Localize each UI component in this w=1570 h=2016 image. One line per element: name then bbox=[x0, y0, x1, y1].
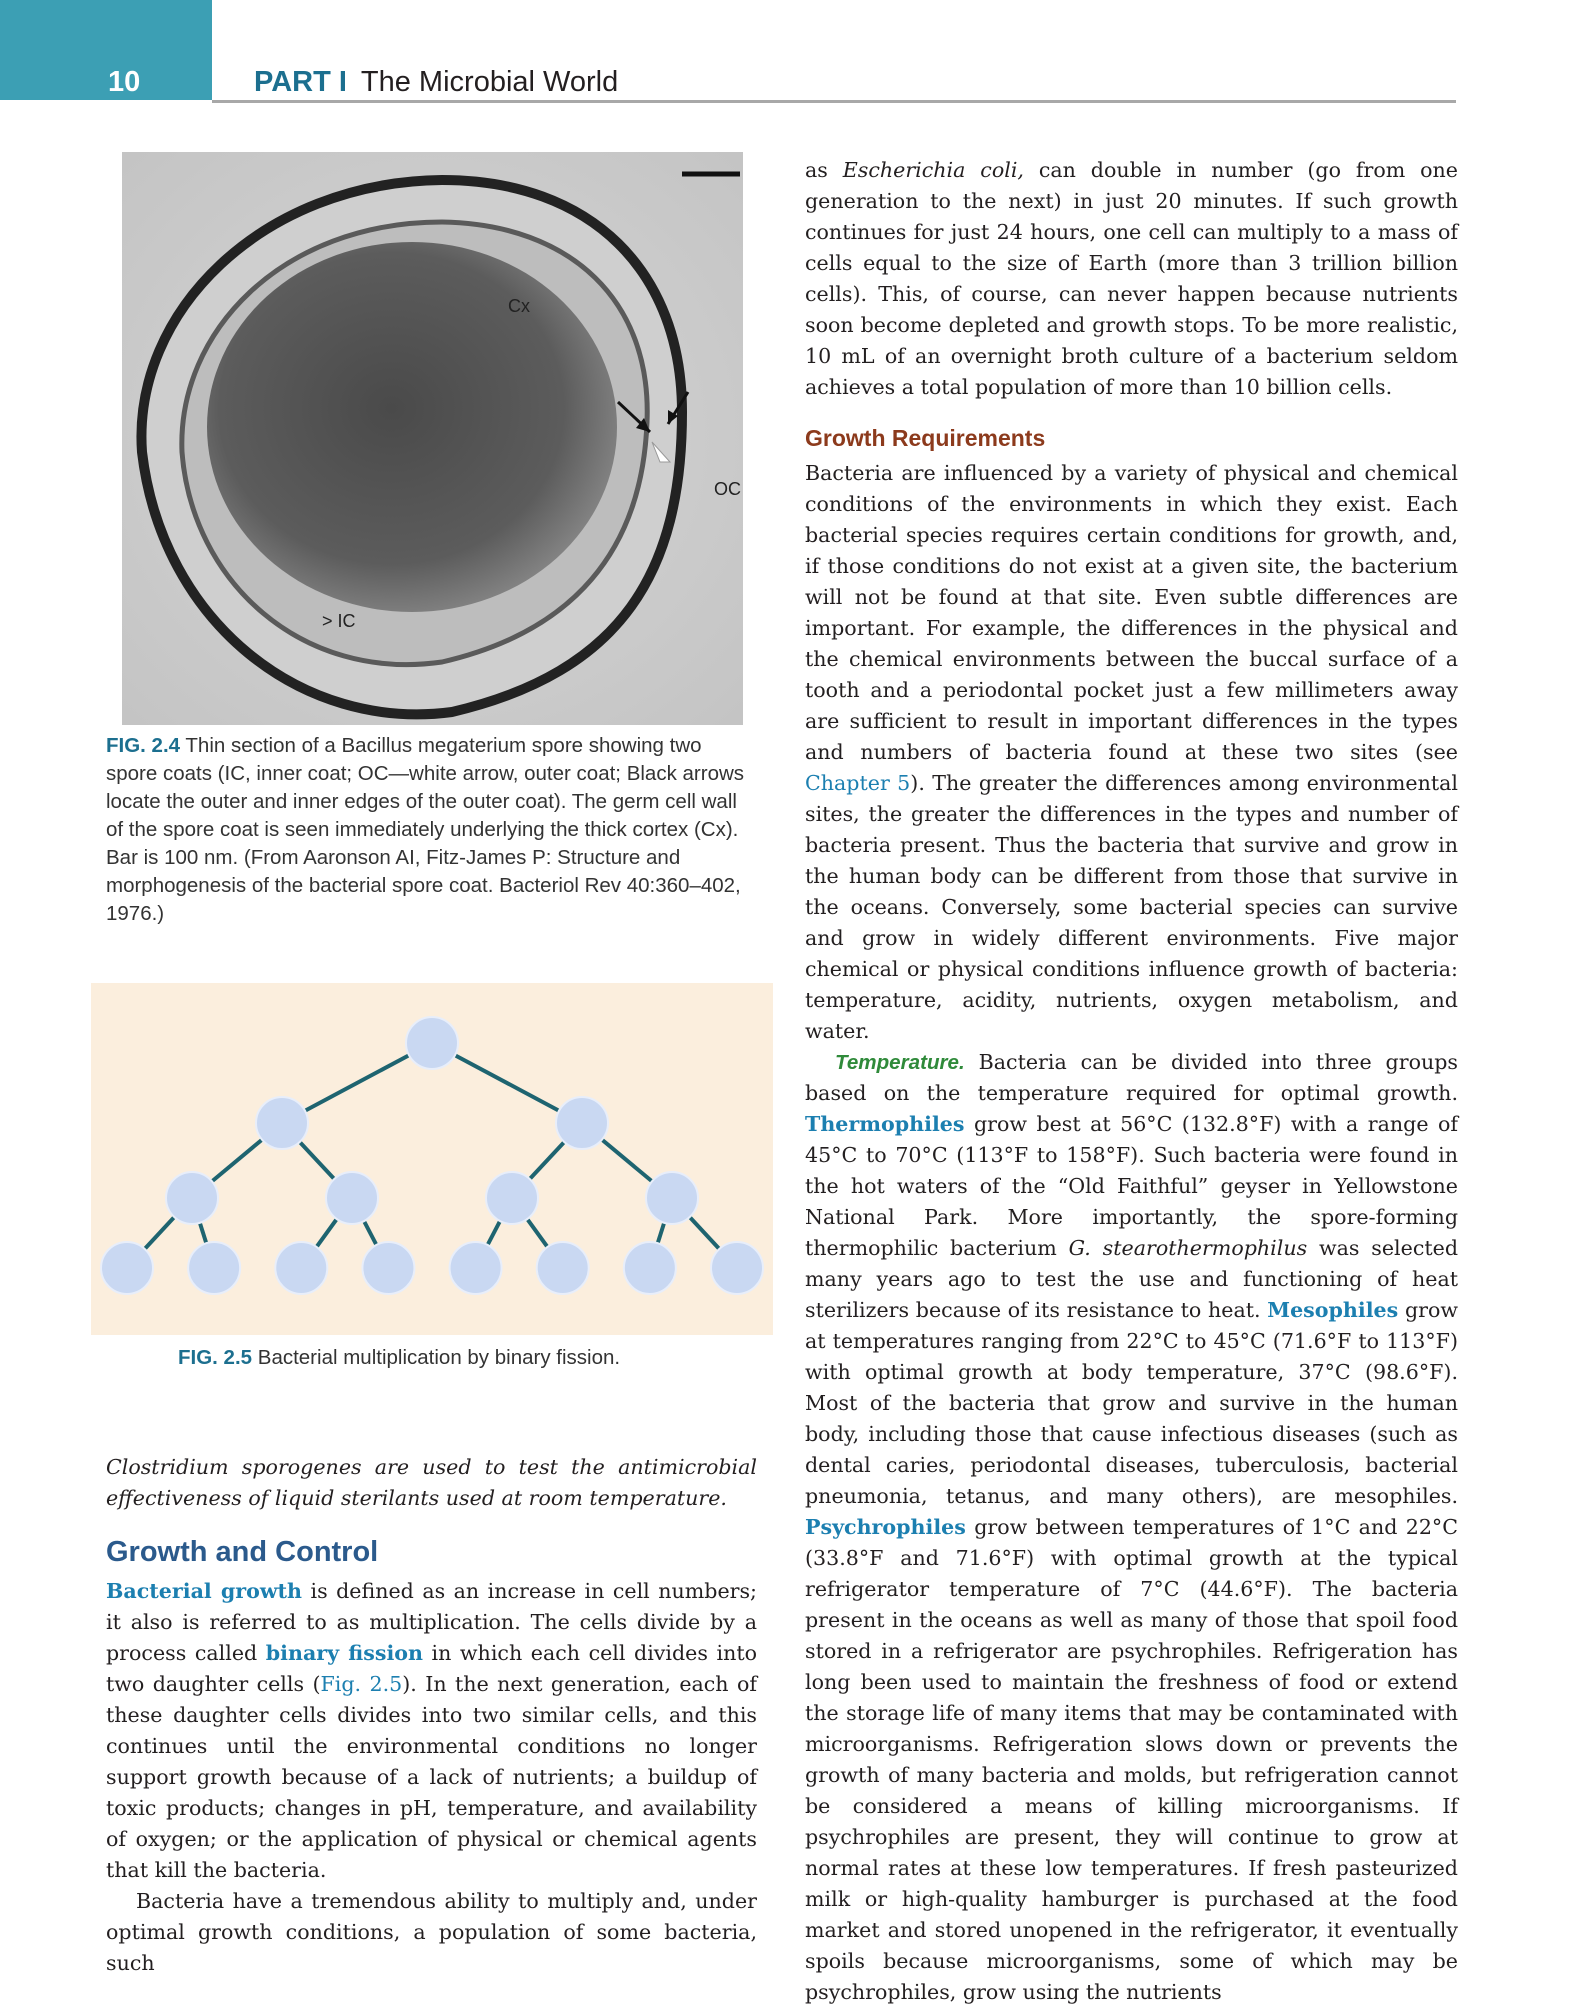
fission-link bbox=[143, 1215, 176, 1251]
bacterial-cell bbox=[326, 1172, 378, 1224]
fission-link bbox=[210, 1138, 264, 1183]
right-column-body bbox=[805, 423, 1458, 2008]
left-column-body bbox=[106, 1576, 757, 1979]
fission-link bbox=[688, 1215, 721, 1251]
bacterial-cell bbox=[646, 1172, 698, 1224]
left-column-top bbox=[106, 1452, 757, 1514]
bacterial-cell bbox=[362, 1242, 414, 1294]
fission-tree bbox=[91, 983, 773, 1335]
right-column-top bbox=[805, 155, 1458, 403]
fission-link bbox=[453, 1054, 562, 1112]
fission-link bbox=[315, 1217, 338, 1249]
fission-link bbox=[528, 1140, 566, 1181]
paragraph: Bacteria have a tremendous ability to multiply and, under optimal growth conditions, a population of some bacteria, such bbox=[106, 1889, 757, 1975]
fission-link bbox=[298, 1140, 336, 1181]
bacterial-cell bbox=[166, 1172, 218, 1224]
bacterial-cell bbox=[486, 1172, 538, 1224]
bacterial-cell bbox=[537, 1242, 589, 1294]
term-psychrophiles: Psychrophiles bbox=[805, 1515, 966, 1539]
term-mesophiles: Mesophiles bbox=[1267, 1298, 1399, 1322]
figure-2-5-caption bbox=[178, 1344, 738, 1372]
fission-link bbox=[600, 1138, 654, 1183]
fission-link bbox=[199, 1220, 207, 1245]
fission-link bbox=[486, 1219, 501, 1247]
figure-2-4-caption bbox=[106, 732, 758, 928]
bacterial-cell bbox=[188, 1242, 240, 1294]
bacterial-cell bbox=[256, 1097, 308, 1149]
term-binary-fission: binary fission bbox=[265, 1641, 423, 1665]
figure-link[interactable]: Fig. 2.5 bbox=[320, 1672, 403, 1696]
bacterial-cell bbox=[406, 1017, 458, 1069]
caption-label: FIG. 2.5 bbox=[178, 1346, 253, 1369]
label-oc: OC bbox=[714, 479, 741, 499]
fission-link bbox=[363, 1219, 378, 1247]
run-in-heading-temperature: Temperature. bbox=[835, 1051, 965, 1074]
paragraph: Bacterial growth is defined as an increase in cell numbers; it also is referred to as multiplication. The cells divide by a process called binary fission in which each cell divides into two daughter cells (Fig. 2.5). In the next generation, each of these daughter cells divides into two similar cells, and this continues until the environmental conditions no longer support growth because of a lack of nutrients; a buildup of toxic products; changes in pH, temperature, and availability of oxygen; or the application of physical or chemical agents that kill the bacteria. bbox=[106, 1579, 758, 1882]
heading-growth-requirements: Growth Requirements bbox=[805, 425, 1046, 451]
bacterial-cell bbox=[624, 1242, 676, 1294]
label-ic: IC bbox=[337, 611, 356, 631]
bacterial-cell bbox=[711, 1242, 763, 1294]
bacterial-cell bbox=[450, 1242, 502, 1294]
page-number: 10 bbox=[108, 66, 141, 98]
paragraph: as Escherichia coli, can double in number (go from one generation to the next) in just 20 minutes. If such growth continues for just 24 hours, one cell can multiply to a mass of cells equal to the size of Earth (more than 3 trillion billion cells). This, of course, can never happen because nutrients soon become depleted and growth stops. To be more realistic, 10 mL of an overnight broth culture of a bacterium seldom achieves a total population of more than 10 billion cells. bbox=[805, 158, 1458, 399]
bacterial-cell bbox=[275, 1242, 327, 1294]
fission-link bbox=[303, 1054, 412, 1112]
part-title: The Microbial World bbox=[360, 66, 619, 98]
caption-text: Thin section of a Bacillus megaterium spore showing two spore coats (IC, inner coat; OC—white arrow, outer coat; Black arrows locate the outer and inner edges of the outer coat). The germ cell wall of the spore coat is seen immediately underlying the thick cortex (Cx). Bar is 100 nm. (From Aaronson AI, Fitz-James P: Structure and morphogenesis of the bacterial spore coat. Bacteriol Rev 40:360–402, 1976.) bbox=[106, 734, 745, 925]
bacterial-cell bbox=[101, 1242, 153, 1294]
bacterial-cell bbox=[556, 1097, 608, 1149]
term-bacterial-growth: Bacterial growth bbox=[106, 1579, 303, 1603]
binary-fission-figure bbox=[91, 983, 773, 1335]
chapter-link[interactable]: Chapter 5 bbox=[805, 771, 911, 795]
fission-link bbox=[657, 1220, 665, 1245]
fission-link bbox=[526, 1217, 549, 1249]
paragraph: Bacteria are influenced by a variety of physical and chemical conditions of the environments in which they exist. Each bacterial species requires certain conditions for growth, and, if those conditions do not exist at a given site, the bacterium will not be found at that site. Even subtle differences are important. For example, the differences in the physical and the chemical environments between the buccal surface of a tooth and a periodontal pocket just a few millimeters away are sufficient to result in important differences in the types and numbers of bacteria found at these two sites (see Chapter 5). The greater the differences among environmental sites, the greater the differences in the types and number of bacteria present. Thus the bacteria that survive and grow in the human body can be different from those that survive in the oceans. Conversely, some bacterial species can survive and grow in widely different environments. Five major chemical or physical conditions influence growth of bacteria: temperature, acidity, nutrients, oxygen metabolism, and water. bbox=[805, 461, 1458, 1043]
label-cx: Cx bbox=[508, 296, 530, 316]
running-header bbox=[254, 66, 618, 99]
caption-text: Bacterial multiplication by binary fission. bbox=[257, 1346, 621, 1369]
caption-label: FIG. 2.4 bbox=[106, 734, 181, 757]
term-thermophiles: Thermophiles bbox=[805, 1112, 965, 1136]
paragraph: Clostridium sporogenes are used to test the antimicrobial effectiveness of liquid sterilants used at room temperature. bbox=[106, 1455, 757, 1510]
header-rule bbox=[212, 100, 1456, 103]
part-label: PART I bbox=[254, 66, 347, 98]
spore-micrograph bbox=[122, 152, 743, 725]
svg-text:> IC: > IC bbox=[322, 611, 356, 631]
paragraph: Temperature. Bacteria can be divided into three groups based on the temperature required for optimal growth. Thermophiles grow best at 56°C (132.8°F) with a range of 45°C to 70°C (113°F to 158°F). Such bacteria were found in the hot waters of the “Old Faithful” geyser in Yellowstone National Park. More importantly, the spore-forming thermophilic bacterium G. stearothermophilus was selected many years ago to test the use and functioning of heat sterilizers because of its resistance to heat. Mesophiles grow at temperatures ranging from 22°C to 45°C (71.6°F to 113°F) with optimal growth at body temperature, 37°C (98.6°F). Most of the bacteria that grow and survive in the human body, including those that cause infectious diseases (such as dental caries, periodontal diseases, tuberculosis, bacterial pneumonia, tetanus, and many others), are mesophiles. Psychrophiles grow between temperatures of 1°C and 22°C (33.8°F and 71.6°F) with optimal growth at the typical refrigerator temperature of 7°C (44.6°F). The bacteria present in the oceans as well as many of those that spoil food stored in a refrigerator are psychrophiles. Refrigeration has long been used to maintain the freshness of food or extend the storage life of many items that may be contaminated with microorganisms. Refrigeration slows down or prevents the growth of many bacteria and molds, but refrigeration cannot be considered a means of killing microorganisms. If psychrophiles are present, they will continue to grow at normal rates at these low temperatures. If fresh pasteurized milk or high-quality hamburger is purchased at the food market and stored unopened in the refrigerator, it eventually spoils because microorganisms, some of which may be psychrophiles, grow using the nutrients bbox=[805, 1050, 1459, 2004]
heading-growth-control: Growth and Control bbox=[106, 1536, 379, 1568]
page-number-tab bbox=[0, 0, 212, 100]
